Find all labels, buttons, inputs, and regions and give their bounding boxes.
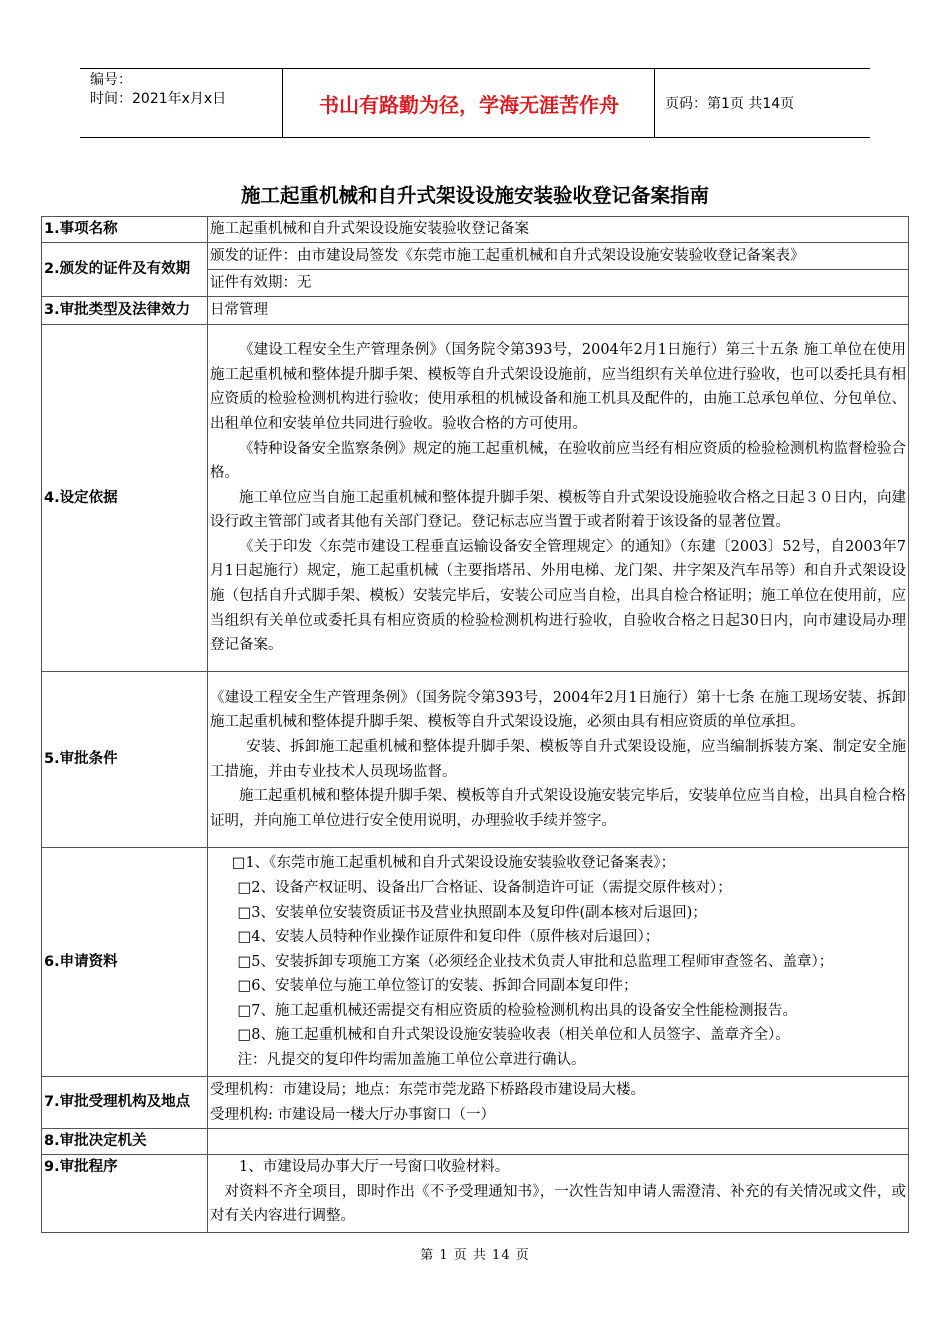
header-page-code: 页码：第1页 共14页: [665, 96, 795, 112]
table-row: [42, 1077, 909, 1129]
material-item: □8、施工起重机械和自升式架设设施安装验收表（相关单位和人员签字、盖章齐全）。: [237, 1027, 790, 1044]
material-item: □4、安装人员特种作业操作证原件和复印件（原件核对后退回）；: [237, 929, 660, 946]
table-row: [42, 243, 909, 270]
guide-table: [41, 216, 909, 1233]
row-value-item-name: 施工起重机械和自升式架设设施安装验收登记备案: [208, 217, 909, 243]
table-row: [42, 217, 909, 243]
material-item: □7、施工起重机械还需提交有相应资质的检验检测机构出具的设备安全性能检测报告。: [237, 1002, 797, 1019]
legal-basis-paragraph: 《特种设备安全监察条例》规定的施工起重机械，在验收前应当经有相应资质的检验检测机构监督检验合格。: [210, 440, 906, 482]
row-value-conditions: [208, 672, 909, 848]
legal-basis-paragraph: 《关于印发〈东莞市建设工程垂直运输设备安全管理规定〉的通知》（东建〔2003〕52号，自2003年7月1日起施行）规定，施工起重机械（主要指塔吊、外用电梯、龙门架、井字架及汽车吊等）和自升式架设设施（包括自升式脚手架、模板）安装完毕后，安装公司应当自检，出具自检合格证明；施工单位在使用前，应当组织有关单位或委托具有相应资质的检验检测机构进行验收，自验收合格之日起30日内，向市建设局办理登记备案。: [210, 538, 906, 654]
agency-line: 受理机构：市建设局；地点：东莞市莞龙路下桥路段市建设局大楼。: [210, 1081, 645, 1098]
table-row: [42, 297, 909, 325]
table-row: [42, 325, 909, 672]
materials-note: 注：凡提交的复印件均需加盖施工单位公章进行确认。: [237, 1052, 586, 1069]
row-label-certificate: 2.颁发的证件及有效期: [42, 243, 208, 297]
row-label-agency: 7.审批受理机构及地点: [42, 1077, 208, 1129]
row-label-conditions: 5.审批条件: [42, 672, 208, 848]
row-label-item-name: 1.事项名称: [42, 217, 208, 243]
row-value-decision-authority: [208, 1129, 909, 1155]
material-item: □2、设备产权证明、设备出厂合格证、设备制造许可证（需提交原件核对）；: [237, 879, 732, 896]
page-footer: 第 1 页 共 14 页: [420, 1248, 530, 1263]
document-time-label: 时间：2021年x月x日: [90, 91, 227, 107]
header-meta: [80, 69, 283, 137]
page-header: [80, 68, 870, 138]
row-label-decision-authority: 8.审批决定机关: [42, 1129, 208, 1155]
row-value-approval-type: 日常管理: [208, 297, 909, 325]
procedure-paragraph: 对资料不齐全项目，即时作出《不予受理通知书》，一次性告知申请人需澄清、补充的有关情况或文件，或对有关内容进行调整。: [210, 1183, 906, 1225]
row-value-validity: 证件有效期：无: [208, 270, 909, 297]
material-item: □6、安装单位与施工单位签订的安装、拆卸合同副本复印件；: [237, 978, 638, 995]
row-value-agency: [208, 1077, 909, 1129]
material-item: □3、安装单位安装资质证书及营业执照副本及复印件(副本核对后退回)；: [237, 904, 707, 921]
conditions-paragraph: 《建设工程安全生产管理条例》（国务院令第393号，2004年2月1日施行）第十七条 在施工现场安装、拆卸施工起重机械和整体提升脚手架、模板等自升式架设设施，必须由具有相应资质的单位承担。: [210, 689, 906, 731]
row-value-legal-basis: [208, 325, 909, 672]
agency-line: 受理机构: 市建设局一楼大厅办事窗口（一）: [210, 1106, 495, 1123]
conditions-paragraph: 安装、拆卸施工起重机械和整体提升脚手架、模板等自升式架设设施，应当编制拆装方案、制定安全施工措施，并由专业技术人员现场监督。: [210, 738, 906, 780]
table-row: [42, 1129, 909, 1155]
row-value-procedure: [208, 1155, 909, 1233]
table-row: [42, 1155, 909, 1233]
table-row: [42, 672, 909, 848]
row-label-legal-basis: 4.设定依据: [42, 325, 208, 672]
row-label-materials: 6.申请资料: [42, 848, 208, 1077]
procedure-paragraph: 1、市建设局办事大厅一号窗口收验材料。: [239, 1159, 510, 1175]
document-number-label: 编号：: [90, 72, 132, 88]
table-row: [42, 848, 909, 1077]
legal-basis-paragraph: 施工单位应当自施工起重机械和整体提升脚手架、模板等自升式架设设施验收合格之日起３０日内，向建设行政主管部门或者其他有关部门登记。登记标志应当置于或者附着于该设备的显著位置。: [210, 489, 906, 531]
legal-basis-paragraph: 《建设工程安全生产管理条例》（国务院令第393号，2004年2月1日施行）第三十五条 施工单位在使用施工起重机械和整体提升脚手架、模板等自升式架设设施前，应当组织有关单位进行验收，也可以委托具有相应资质的检验检测机构进行验收；使用承租的机械设备和施工机具及配件的，由施工总承包单位、分包单位、出租单位和安装单位共同进行验收。验收合格的方可使用。: [210, 342, 906, 432]
row-value-certificate: 颁发的证件：由市建设局签发《东莞市施工起重机械和自升式架设设施安装验收登记备案表》: [208, 243, 909, 270]
conditions-paragraph: 施工起重机械和整体提升脚手架、模板等自升式架设设施安装完毕后，安装单位应当自检，出具自检合格证明，并向施工单位进行安全使用说明，办理验收手续并签字。: [210, 788, 906, 829]
row-value-materials: [208, 848, 909, 1077]
header-motto: 书山有路勤为径，学海无涯苦作舟: [284, 69, 655, 137]
material-item: □1、《东莞市施工起重机械和自升式架设设施安装验收登记备案表》；: [231, 855, 676, 872]
material-item: □5、安装拆卸专项施工方案（必须经企业技术负责人审批和总监理工程师审查签名、盖章）；: [237, 953, 834, 970]
document-title: 施工起重机械和自升式架设设施安装验收登记备案指南: [240, 184, 709, 207]
row-label-approval-type: 3.审批类型及法律效力: [42, 297, 208, 325]
row-label-procedure: 9.审批程序: [42, 1155, 208, 1233]
